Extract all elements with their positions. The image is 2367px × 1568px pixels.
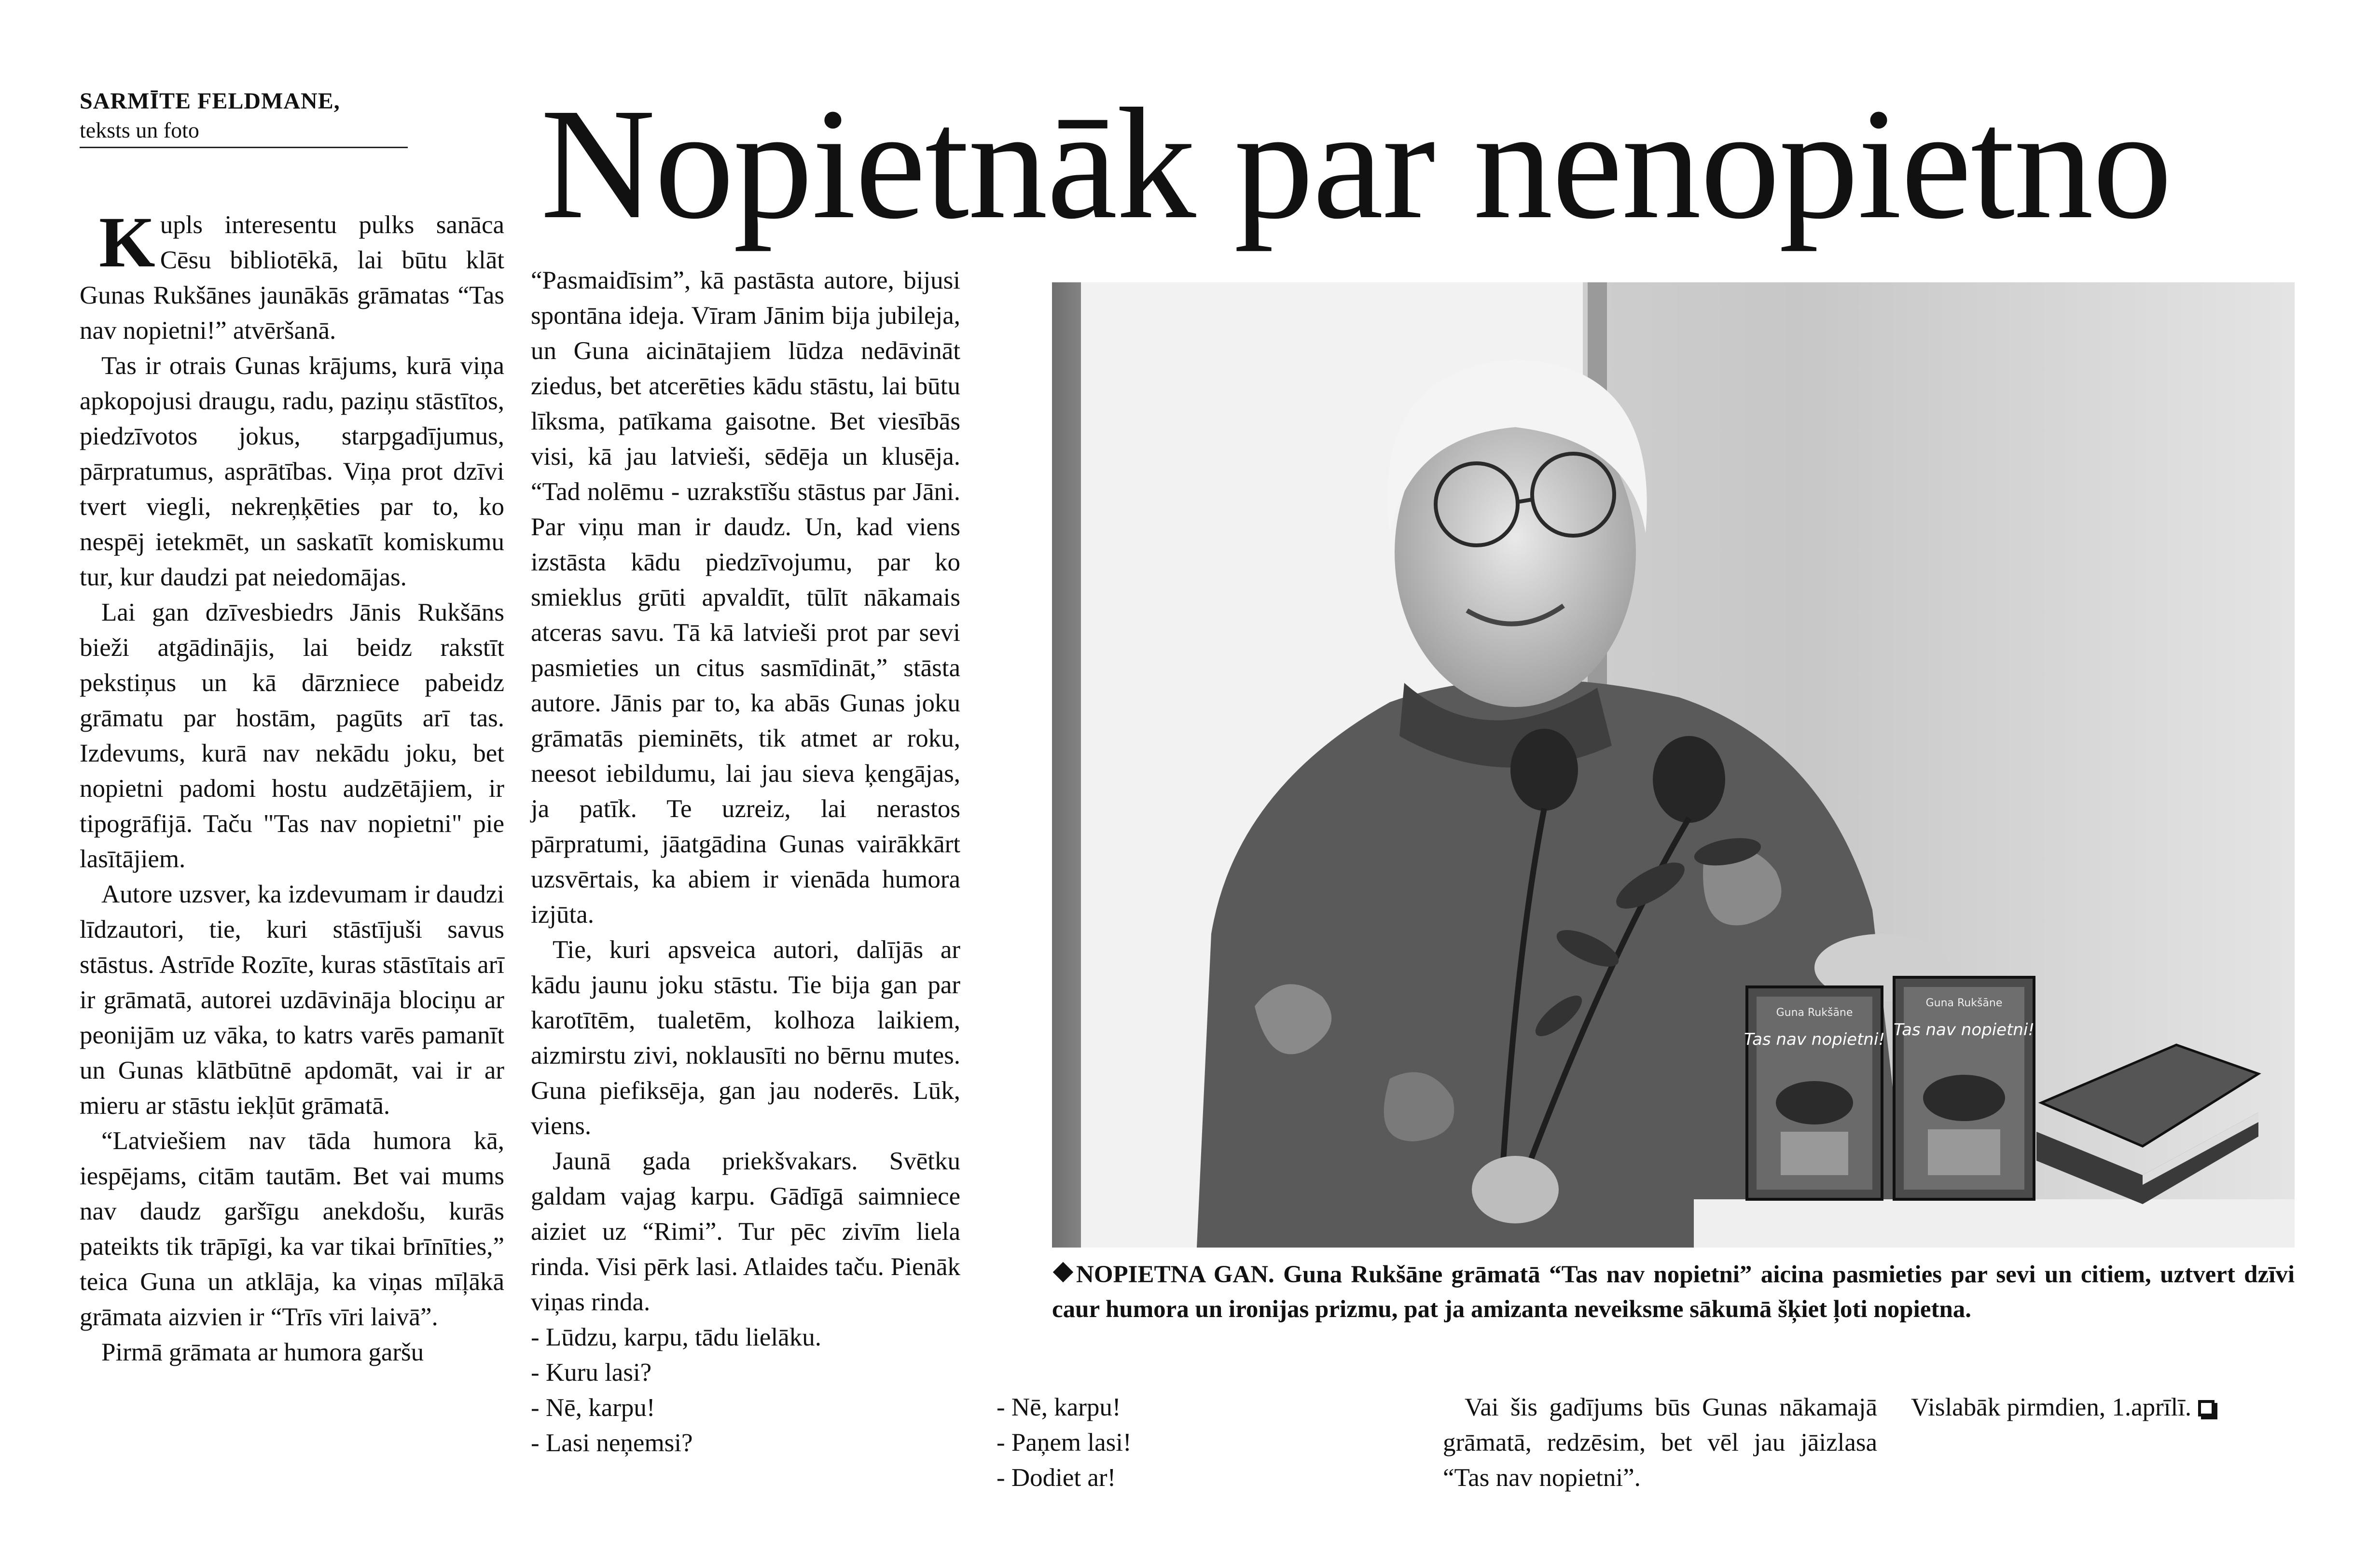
svg-text:Guna Rukšāne: Guna Rukšāne xyxy=(1925,997,2003,1009)
end-of-article-icon xyxy=(2198,1400,2215,1416)
author-name: SARMĪTE FELDMANE, xyxy=(80,88,340,114)
dialogue-line: - Paņem lasi! xyxy=(997,1429,1132,1457)
byline-rule xyxy=(80,147,408,148)
article-column-2 xyxy=(531,263,960,1461)
article-column-4 xyxy=(1443,1390,1877,1496)
paragraph: Autore uzsver, ka izdevumam ir daudzi līdzautori, tie, kuri stāstījuši savus stāstus. Astrīde Rozīte, kuras stāstītais arī ir grāmatā, autorei uzdāvināja blociņu ar peonijām uz vāka, to katrs varēs pamanīt un Gunas klātbūtnē apdomāt, vai ir ar mieru ar stāstu iekļūt grāmatā. xyxy=(80,880,504,1120)
paragraph: Tie, kuri apsveica autori, dalījās ar kādu jaunu joku stāstu. Tie bija gan par karotītēm, tualetēm, kolhoza laikiem, aizmirstu zivi, noklausīti no bērnu mutes. Guna piefiksēja, gan jau noderēs. Lūk, viens. xyxy=(531,936,960,1140)
dialogue-line: - Dodiet ar! xyxy=(997,1464,1116,1492)
diamond-bullet-icon xyxy=(1053,1262,1073,1282)
svg-text:Guna Rukšāne: Guna Rukšāne xyxy=(1776,1007,1853,1019)
svg-text:Tas nav nopietni!: Tas nav nopietni! xyxy=(1744,1030,1885,1049)
dialogue-line: - Lūdzu, karpu, tādu lielāku. xyxy=(531,1323,821,1351)
article-column-1 xyxy=(80,202,504,1370)
article-column-5 xyxy=(1911,1390,2297,1425)
paragraph: Kupls interesentu pulks sanāca Cēsu bibliotēkā, lai būtu klāt Gunas Rukšānes jaunākās grāmatas “Tas nav nopietni!” atvēršanā. xyxy=(80,202,504,345)
article-column-3 xyxy=(997,1390,1296,1496)
book-cover-left xyxy=(1744,987,1885,1199)
dialogue-line: - Nē, karpu! xyxy=(997,1393,1121,1421)
article-photo xyxy=(1052,282,2295,1248)
svg-text:Tas nav nopietni!: Tas nav nopietni! xyxy=(1893,1020,2035,1040)
drop-cap: K xyxy=(99,202,155,282)
dialogue-line: - Nē, karpu! xyxy=(531,1394,655,1422)
paragraph: “Pasmaidīsim”, kā pastāsta autore, bijusi spontāna ideja. Vīram Jānim bija jubileja, un Guna aicinātajiem lūdza nedāvināt ziedus, bet atcerēties kādu stāstu, lai būtu līksma, patīkama gaisotne. Bet viesībās visi, kā jau latvieši, sēdēja un klusēja. “Tad nolēmu - uzrakstīšu stāstus par Jāni. Par viņu man ir daudz. Un, kad viens izstāsta kādu piedzīvojumu, par ko smieklus grūti apvaldīt, tūlīt nākamais atceras savu. Tā kā latvieši prot par sevi pasmieties un citus sasmīdināt,” stāsta autore. Jānis par to, ka abās Gunas joku grāmatās pieminēts, tik atmet ar roku, neesot iebildumu, lai jau sieva ķengājas, ja patīk. Te uzreiz, lai nerastos pārpratumi, jāatgādina Gunas vairākkārt uzsvērtais, ka abiem ir vienāda humora izjūta. xyxy=(531,266,960,929)
headline: Nopietnāk par nenopietno xyxy=(540,76,2172,252)
paragraph: Vislabāk pirmdien, 1.aprīlī. xyxy=(1911,1390,2297,1425)
photo-caption xyxy=(1052,1257,2295,1327)
paragraph: Lai gan dzīvesbiedrs Jānis Rukšāns bieži atgādinājis, lai beidz rakstīt pekstiņus un kā dārzniece pabeidz grāmatu par hostām, pagūts arī tas. Izdevums, kurā nav nekādu joku, bet nopietni padomi hostu audzētājiem, ir tipogrāfijā. Taču "Tas nav nopietni" pie lasītājiem. xyxy=(80,598,504,873)
caption-text: Guna Rukšāne grāmatā “Tas nav nopietni” aicina pasmieties par sevi un citiem, uztvert dzīvi caur humora un ironijas prizmu, pat ja amizanta neveiksme sākumā šķiet ļoti nopietna. xyxy=(1052,1261,2295,1323)
paragraph: “Latviešiem nav tāda humora kā, iespējams, citām tautām. Bet vai mums nav daudz garšīgu anekdošu, kurās pateikts tik trāpīgi, ka var tikai brīnīties,” teica Guna un atklāja, ka viņas mīļākā grāmata aizvien ir “Trīs vīri laivā”. xyxy=(80,1127,504,1331)
paragraph: Tas ir otrais Gunas krājums, kurā viņa apkopojusi draugu, radu, paziņu stāstītos, piedzīvotos jokus, starpgadījumus, pārpratumus, asprātības. Viņa prot dzīvi tvert viegli, nekreņķēties par to, ko nespēj ietekmēt, un saskatīt komiskumu tur, kur daudzi pat neiedomājas. xyxy=(80,352,504,591)
dialogue-line: - Kuru lasi? xyxy=(531,1359,652,1387)
caption-lead: NOPIETNA GAN. xyxy=(1076,1261,1274,1288)
paragraph: Pirmā grāmata ar humora garšu xyxy=(101,1338,424,1366)
paragraph: Jaunā gada priekšvakars. Svētku galdam vajag karpu. Gādīgā saimniece aiziet uz “Rimi”. Tur pēc zivīm liela rinda. Visi pērk lasi. Atlaides taču. Pienāk viņas rinda. xyxy=(531,1147,960,1316)
photo-illustration xyxy=(1052,282,2295,1248)
paragraph: Vai šis gadījums būs Gunas nākamajā grāmatā, redzēsim, bet vēl jau jāizlasa “Tas nav nopietni”. xyxy=(1443,1393,1877,1492)
author-role: teksts un foto xyxy=(80,118,199,142)
byline xyxy=(80,87,408,148)
dialogue-line: - Lasi neņemsi? xyxy=(531,1429,693,1457)
book-cover-center xyxy=(1894,977,2035,1199)
